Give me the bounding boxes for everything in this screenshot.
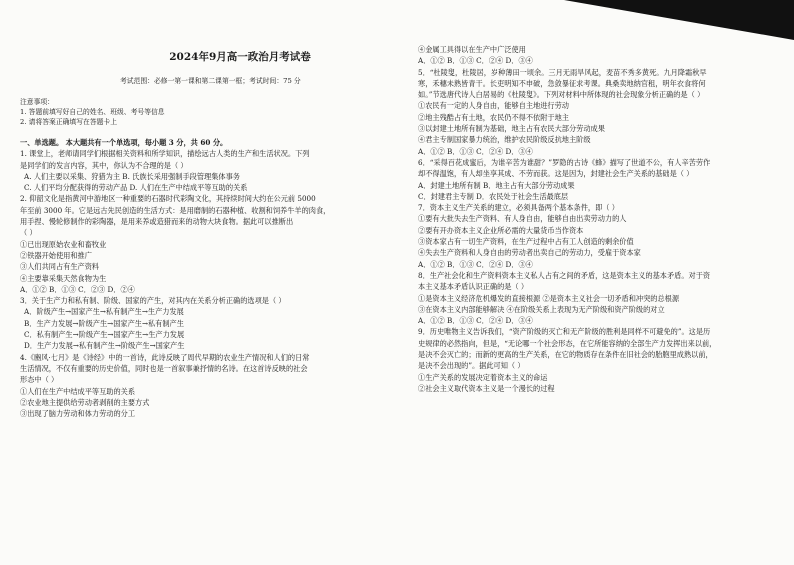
text-line: ①要有大批失去生产资料、有人身自由，能够自由出卖劳动力的人 [418,214,627,224]
question-stem: 3．关于生产力和私有制、阶级、国家的产生，对其内在关系分析正确的选项是（ ） [20,296,286,306]
text-line: A．①② B．①③ C．②④ D．③④ [418,316,533,326]
text-line: ①是资本主义经济危机爆发的直接根源 ②是资本主义社会一切矛盾和冲突的总根源 [418,293,680,303]
text-line: 是决不会出现的”。据此可知（ ） [418,361,525,371]
text-line: A．①② B．①③ C．②④ D．③④ [418,146,533,156]
question-stem: 1. 课堂上，老师请同学们根据相关资料和所学知识，描绘远古人类的生产和生活状况。下列 [20,149,310,159]
question-stem: 2. 仰韶文化是指黄河中游地区一种重要的石器时代彩陶文化，其持续时间大约在公元前 5000 [20,194,316,204]
question-option: A. 人们主要以采集、狩猎为主 B. 氏族长采用强制手段管理集体事务 [24,171,240,181]
text-line: 寒，禾穗未熟皆青干。长吏明知不申破，急敛暴征求考课。典桑卖地纳官租，明年衣食将何 [418,78,706,88]
text-line: 9．历史唯物主义告诉我们，“资产阶级的灭亡和无产阶级的胜利是同样不可避免的”。这是历 [418,327,711,337]
question-stem: 是同学们的发言内容，其中，你认为不合理的是（ ） [20,160,188,170]
question-4 [20,352,395,420]
text-line: ②地主残酷占有土地，农民仍不得不依附于地主 [418,112,569,122]
question-statement: ①人们在生产中结成平等互助的关系 [20,386,136,396]
text-line: ④金属工具得以在生产中广泛使用 [418,45,526,54]
question-statement: ②农业地主提供给劳动者剥削的主要方式 [20,397,150,407]
notes-block [20,97,395,127]
text-line: 7．资本主义生产关系的建立，必须具备两个基本条件，即（ ） [418,203,619,213]
note-item: 2. 请将答案正确填写在答题卡上 [20,118,118,126]
question-option: C．私有制产生→阶级产生→国家产生→生产力发展 [24,330,185,340]
question-option: D．生产力发展→私有制产生→阶级产生→国家产生 [24,341,185,351]
text-line: ①生产关系的发展决定着资本主义的命运 [418,372,548,382]
notes-heading: 注意事项： [20,98,54,106]
text-line: 是决不会灭亡的；而新的更高的生产关系，在它的物质存在条件在旧社会的胎胞里成熟以前， [418,350,713,360]
text-line: 史规律的必然指向，但是，“无论哪一个社会形态，在它所能容纳的全部生产力发挥出来以前， [418,338,717,348]
text-line: 却不得温饱，有人却坐享其成、不劳而获。这是因为，封建社会生产关系的基础是（ ） [418,169,694,179]
section-body [20,137,395,419]
question-choices: A．①② B．①③ C．②③ D．②④ [20,284,135,294]
question-stem: 用手捏、慢轮修制作的彩陶器，是用来养或造猎而来的动物大块食物。据此可以推断出 [20,217,294,227]
right-content [418,44,786,394]
left-column [20,0,395,565]
text-line: ④君主专制国家暴力统治，维护农民阶级反抗地主阶级 [418,135,591,145]
text-line: ②要有开办资本主义企业所必需的大量货币当作资本 [418,225,584,235]
text-line: 本主义基本矛盾认识正确的是（ ） [418,282,529,292]
text-line: 5．“杜陵叟，杜陵居，岁种薄田一顷余。三月无雨旱风起，麦苗不秀多黄死。九月降霜秋早 [418,67,707,77]
text-line: A．封建土地所有制 B．地主占有大部分劳动成果 [418,180,575,190]
note-item: 1. 答题前填写好自己的姓名、班级、考号等信息 [20,108,165,116]
text-line: ①农民有一定的人身自由，能够自主地进行劳动 [418,101,569,111]
text-line: 8．生产社会化和生产资料资本主义私人占有之间的矛盾，这是资本主义的基本矛盾。对于资 [418,270,711,280]
text-line: ②社会主义取代资本主义是一个漫长的过程 [418,383,555,393]
question-statement: ③人们共同占有生产资料 [20,262,100,272]
question-stem: 形态中（ ） [20,375,59,385]
text-line: ③在资本主义内部能够解决 ④在阶级关系上表现为无产阶级和资产阶级的对立 [418,304,665,314]
question-statement: ①已出现原始农业和畜牧业 [20,239,107,249]
question-1 [20,148,395,193]
question-2 [20,193,395,295]
question-statement: ④主要靠采集天然食物为生 [20,273,107,283]
question-stem: 生活情况，不仅有重要的历史价值，同时也是一首叙事兼抒情的名诗。在这首诗反映的社会 [20,363,308,373]
question-stem: 4.《豳风·七月》是《诗经》中的一首诗，此诗反映了周代早期的农业生产情况和人们的日常 [20,352,310,362]
question-option: B．生产力发展→阶级产生→国家产生→私有制产生 [24,318,184,328]
exam-title: 2024年9月高一政治月考试卷 [169,51,311,63]
text-line: A．①② B．①③ C．②④ D．③④ [418,56,533,66]
section-heading: 一、单选题。 本大题共有一个单选项，每小题 3 分，共 60 分。 [20,138,228,147]
question-stem: 年至前 3000 年。它是远古先民创造的生活方式：是用磨制的石器种植、收割和饲养牛羊的肉食， [20,205,331,215]
text-line: C．封建君主专制 D．农民处于社会生活最底层 [418,191,569,201]
question-option: A．阶级产生→国家产生→私有制产生→生产力发展 [24,307,184,317]
text-line: ③以封建土地所有制为基础，地主占有农民大部分劳动成果 [418,124,605,134]
right-column [418,0,786,565]
text-line: ④失去生产资料和人身自由的劳动者出卖自己的劳动力，受雇于资本家 [418,248,641,258]
question-statement: ③出现了脑力劳动和体力劳动的分工 [20,409,136,419]
question-3 [20,295,395,351]
question-stem: （ ） [20,228,37,238]
exam-meta: 考试范围：必修一第一课和第二课第一框；考试时间：75 分 [120,77,301,85]
question-option: C. 人们平均分配获得的劳动产品 D. 人们在生产中结成平等互助的关系 [24,183,248,193]
text-line: 6．“采得百花成蜜后，为谁辛苦为谁甜？”罗隐的古诗《蜂》描写了世道不公，有人辛苦劳作 [418,157,711,167]
text-line: 如。”节选唐代诗人白居易的《杜陵叟》。下列对材料中所体现的社会现象分析正确的是（ ） [418,90,705,100]
question-statement: ②铁器开始使用和推广 [20,250,92,260]
text-line: A．①② B．①③ C．②④ D．③④ [418,259,533,269]
text-line: ③资本家占有一切生产资料，在生产过程中占有工人创造的剩余价值 [418,237,634,247]
